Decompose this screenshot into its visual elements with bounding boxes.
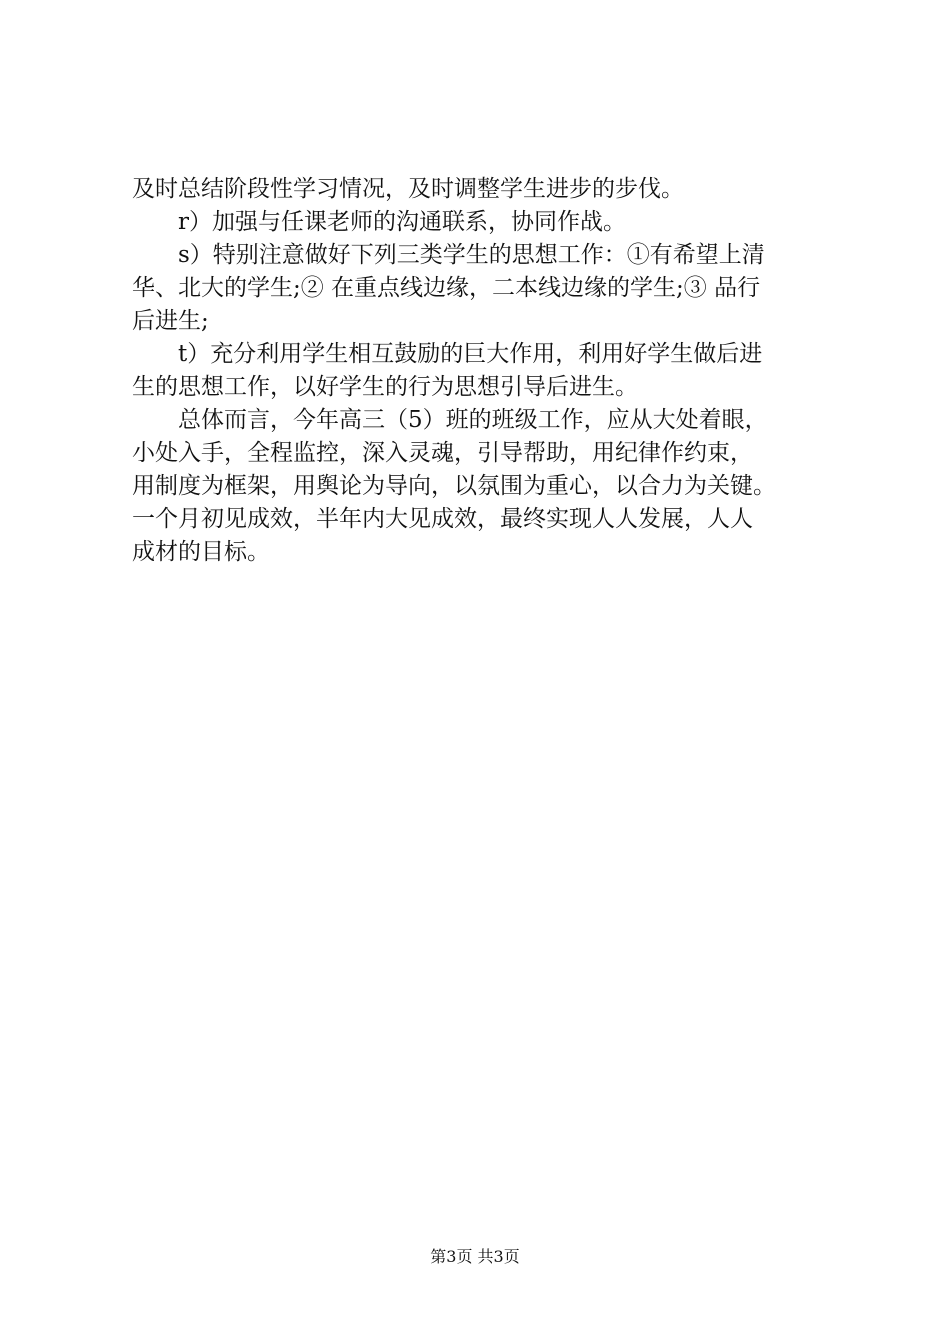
paragraph-line: 后进生; <box>132 308 209 334</box>
page-number-footer: 第3页 共3页 <box>430 1247 520 1266</box>
paragraph-line: 华、北大的学生;② 在重点线边缘，二本线边缘的学生;③ 品行 <box>132 275 761 301</box>
paragraph-line: t）充分利用学生相互鼓励的巨大作用，利用好学生做后进 <box>178 341 763 367</box>
paragraph-line: 小处入手，全程监控，深入灵魂，引导帮助，用纪律作约束， <box>132 440 753 466</box>
paragraph-line: r）加强与任课老师的沟通联系，协同作战。 <box>178 209 626 235</box>
paragraph-line: 成材的目标。 <box>132 539 270 565</box>
paragraph-line: 及时总结阶段性学习情况，及时调整学生进步的步伐。 <box>132 176 684 202</box>
document-body <box>132 173 852 569</box>
paragraph-line: 用制度为框架，用舆论为导向，以氛围为重心，以合力为关键。 <box>132 473 776 499</box>
paragraph-line: 生的思想工作，以好学生的行为思想引导后进生。 <box>132 374 638 400</box>
paragraph-line: s）特别注意做好下列三类学生的思想工作：①有希望上清 <box>178 242 765 268</box>
paragraph-line: 一个月初见成效，半年内大见成效，最终实现人人发展，人人 <box>132 506 753 532</box>
paragraph-line: 总体而言，今年高三（5）班的班级工作，应从大处着眼， <box>178 407 768 433</box>
